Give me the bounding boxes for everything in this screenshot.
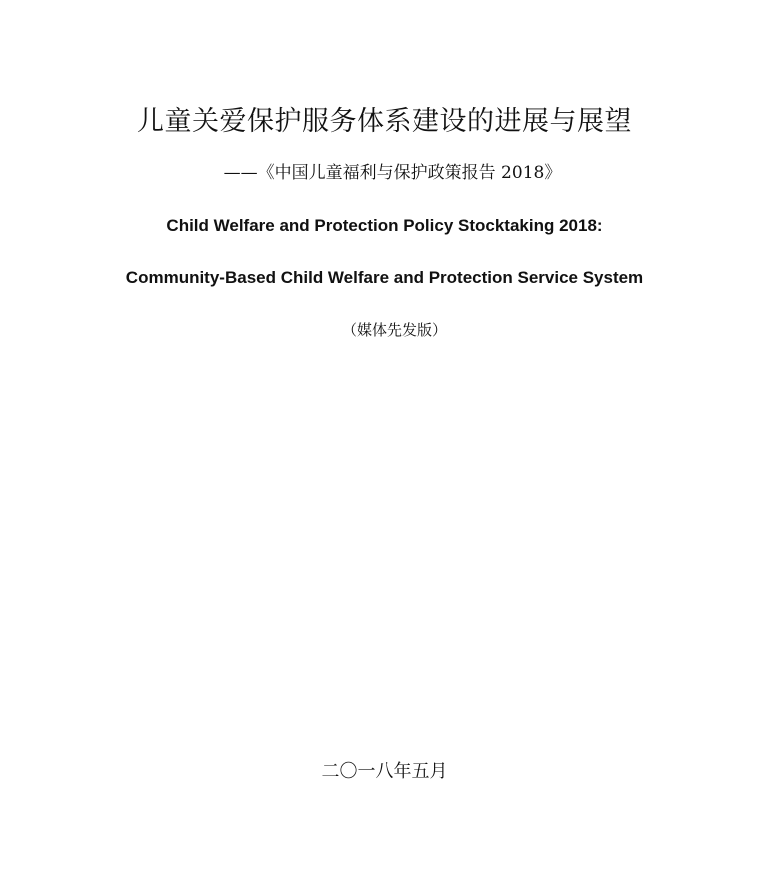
edition-label: （媒体先发版） bbox=[341, 321, 447, 339]
english-title-line-1: Child Welfare and Protection Policy Stocktaking 2018: bbox=[166, 216, 603, 235]
chinese-subtitle: ——《中国儿童福利与保护政策报告 2018》 bbox=[223, 163, 562, 183]
chinese-title: 儿童关爱保护服务体系建设的进展与展望 bbox=[137, 106, 632, 137]
publication-date: 二〇一八年五月 bbox=[321, 761, 448, 782]
english-title-line-2: Community-Based Child Welfare and Protection Service System bbox=[125, 268, 644, 287]
